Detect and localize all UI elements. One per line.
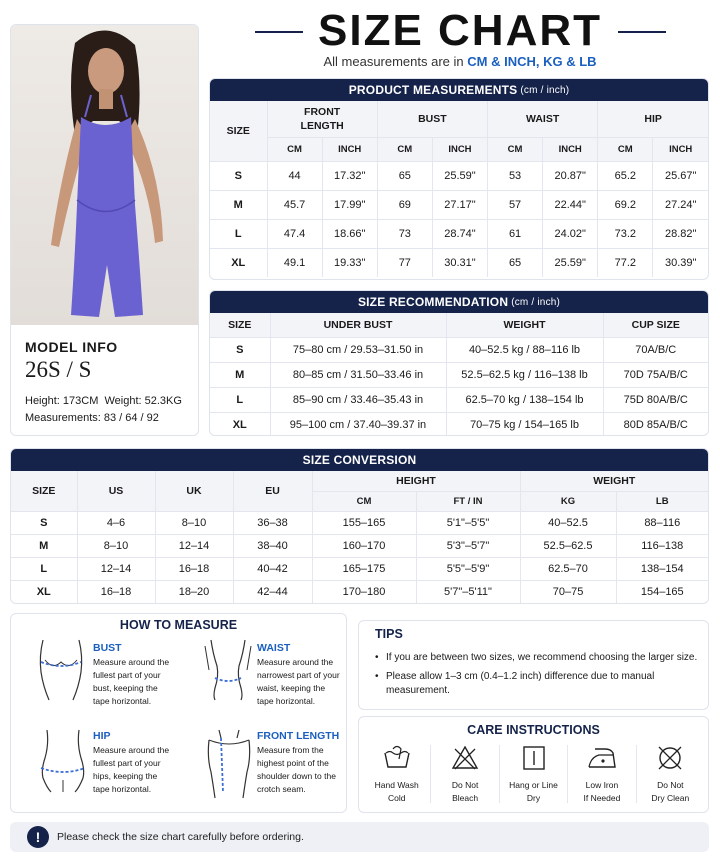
care-items — [363, 745, 704, 803]
size-conversion-grid — [11, 471, 708, 603]
table-cell: 36–38 — [233, 511, 312, 534]
table-cell: 17.32" — [322, 161, 377, 190]
table-cell: 49.1 — [267, 248, 322, 277]
table-row — [210, 190, 708, 219]
table-cell: 95–100 cm / 37.40–39.37 in — [270, 412, 446, 436]
table-cell: 5'1"–5'5" — [416, 511, 520, 534]
table-cell: 19.33" — [322, 248, 377, 277]
model-photo — [11, 25, 199, 325]
table-cell: 73 — [377, 219, 432, 248]
table-cell: 62.5–70 — [520, 557, 616, 580]
care-item-line2: Dry — [526, 793, 541, 803]
bust-label: BUST — [93, 642, 122, 654]
page-title: SIZE CHART — [318, 6, 602, 55]
table-cell: 170–180 — [312, 580, 416, 603]
model-size: 26S / S — [25, 357, 92, 382]
sr-header: CUP SIZE — [603, 313, 708, 337]
table-cell: XL — [210, 248, 267, 277]
subtitle-prefix: All measurements are in — [323, 54, 468, 69]
table-cell: 38–40 — [233, 534, 312, 557]
front-length-label: FRONT LENGTH — [257, 730, 340, 742]
sr-header: WEIGHT — [446, 313, 603, 337]
sc-sub-header: CM — [312, 491, 416, 511]
table-cell: 62.5–70 kg / 138–154 lb — [446, 387, 603, 412]
table-cell: 154–165 — [640, 585, 684, 598]
table-cell: M — [210, 362, 270, 387]
sc-group-header: WEIGHT — [520, 471, 708, 491]
sc-header: US — [77, 471, 155, 511]
table-cell: 65 — [488, 248, 543, 277]
care-item-line1: Do Not — [451, 780, 479, 790]
exclamation-icon: ! — [27, 826, 49, 848]
product-measurements-title — [210, 79, 708, 101]
care-item — [500, 745, 568, 803]
table-cell: 40–42 — [233, 557, 312, 580]
sc-group-header-row — [11, 471, 708, 491]
table-cell: 80–85 cm / 31.50–33.46 in — [270, 362, 446, 387]
sr-header: UNDER BUST — [270, 313, 446, 337]
table-cell: 4–6 — [77, 511, 155, 534]
table-cell: 165–175 — [312, 557, 416, 580]
table-cell: 12–14 — [155, 534, 233, 557]
table-cell: 5'5"–5'9" — [416, 557, 520, 580]
care-item — [363, 745, 431, 803]
care-item-line1: Hang or Line — [509, 780, 558, 790]
pm-sub-header: INCH — [543, 137, 598, 161]
table-cell: 27.17" — [432, 190, 487, 219]
title-rule-right — [618, 31, 666, 33]
table-cell: 47.4 — [267, 219, 322, 248]
table-cell: 25.67" — [653, 161, 708, 190]
hand-wash-icon — [383, 745, 411, 771]
table-row — [11, 557, 708, 580]
size-recommendation-title — [210, 291, 708, 313]
table-cell: L — [210, 219, 267, 248]
pm-sub-header: INCH — [432, 137, 487, 161]
table-cell: S — [210, 337, 270, 362]
table-cell: 53 — [488, 161, 543, 190]
pm-group-header: BUST — [377, 101, 487, 137]
care-title: CARE INSTRUCTIONS — [467, 723, 600, 737]
table-cell: 70A/B/C — [603, 337, 708, 362]
care-item-line2: Dry Clean — [651, 793, 690, 803]
face-shape — [88, 48, 124, 94]
table-cell: 42–44 — [233, 580, 312, 603]
care-item-line1: Low Iron — [585, 780, 619, 790]
sc-group-header: HEIGHT — [312, 471, 520, 491]
table-cell: 70D 75A/B/C — [603, 362, 708, 387]
how-to-measure-title: HOW TO MEASURE — [119, 618, 238, 632]
table-cell: 80D 85A/B/C — [623, 418, 688, 431]
sc-sub-header: LB — [616, 491, 708, 511]
table-cell: 30.31" — [432, 248, 487, 277]
waist-diagram-icon — [201, 636, 255, 702]
bullet-icon: • — [375, 671, 379, 682]
product-measurements-grid — [210, 101, 708, 277]
pm-group-header: FRONT LENGTH — [267, 101, 377, 137]
subtitle — [210, 54, 710, 69]
care-item-line2: If Needed — [583, 793, 621, 803]
tips-item-text: If you are between two sizes, we recommend choosing the larger size. — [386, 652, 698, 663]
pm-sub-header-row — [210, 137, 708, 161]
sc-sub-header: FT / IN — [416, 491, 520, 511]
pm-sub-header: CM — [488, 137, 543, 161]
how-to-measure-panel — [10, 613, 347, 813]
table-cell: 69.2 — [598, 190, 653, 219]
bust-diagram-icon — [33, 636, 89, 702]
table-cell: 75D 80A/B/C — [603, 387, 708, 412]
table-cell: 18–20 — [155, 580, 233, 603]
table-row — [210, 248, 708, 277]
table-cell: 22.44" — [543, 190, 598, 219]
table-row — [210, 337, 708, 362]
table-cell: S — [11, 511, 77, 534]
model-measurements: Measurements: 83 / 64 / 92 — [25, 412, 159, 424]
pm-sub-header: INCH — [653, 137, 708, 161]
footer-note-text: Please check the size chart carefully before ordering. — [57, 831, 304, 843]
model-info-heading: MODEL INFO — [25, 339, 118, 355]
size-recommendation-title-text: SIZE RECOMMENDATION — [357, 295, 509, 309]
table-cell: 138–154 — [616, 557, 708, 580]
table-cell: 69 — [377, 190, 432, 219]
table-cell: 77 — [377, 248, 432, 277]
hip-diagram-icon — [33, 728, 93, 794]
table-cell: XL — [11, 580, 77, 603]
pm-size-header: SIZE — [210, 101, 267, 161]
table-cell: XL — [210, 412, 270, 436]
model-card — [10, 24, 199, 436]
sr-header-row — [210, 313, 708, 337]
model-height-weight: Height: 173CM Weight: 52.3KG — [25, 395, 182, 407]
table-cell: 20.87" — [543, 161, 598, 190]
care-item-line1: Hand Wash — [374, 780, 419, 790]
table-cell: L — [210, 387, 270, 412]
table-row — [11, 534, 708, 557]
table-cell: 52.5–62.5 kg / 116–138 lb — [446, 362, 603, 387]
sc-header: SIZE — [11, 471, 77, 511]
table-cell: 8–10 — [155, 511, 233, 534]
hip-label: HIP — [93, 730, 111, 742]
care-item — [431, 745, 499, 803]
size-recommendation-grid — [210, 313, 708, 436]
table-cell: 44 — [267, 161, 322, 190]
size-conversion-table — [10, 448, 709, 604]
table-cell: 75–80 cm / 29.53–31.50 in — [270, 337, 446, 362]
table-row — [210, 387, 708, 412]
table-row — [11, 511, 708, 534]
sc-header: UK — [155, 471, 233, 511]
table-cell: 73.2 — [598, 219, 653, 248]
tips-title: TIPS — [375, 627, 403, 641]
pm-sub-header: CM — [267, 137, 322, 161]
table-cell: M — [210, 190, 267, 219]
bodysuit-shape — [71, 117, 143, 317]
product-measurements-table — [209, 78, 709, 280]
table-cell: 40–52.5 kg / 88–116 lb — [446, 337, 603, 362]
table-cell: 12–14 — [77, 557, 155, 580]
table-cell: S — [210, 161, 267, 190]
size-conversion-title: SIZE CONVERSION — [11, 449, 708, 471]
table-cell: 52.5–62.5 — [520, 534, 616, 557]
sr-header: SIZE — [210, 313, 270, 337]
table-cell: 8–10 — [77, 534, 155, 557]
tips-item — [375, 670, 700, 698]
product-measurements-unit: (cm / inch) — [520, 84, 570, 96]
pm-sub-header: CM — [598, 137, 653, 161]
waist-label: WAIST — [257, 642, 291, 654]
pm-sub-header: INCH — [322, 137, 377, 161]
table-row — [11, 580, 708, 603]
table-row — [210, 219, 708, 248]
bullet-icon: • — [375, 652, 379, 663]
table-cell: 70–75 — [520, 580, 616, 603]
tips-panel — [358, 620, 709, 710]
product-measurements-title-text: PRODUCT MEASUREMENTS — [348, 83, 518, 97]
table-cell: 160–170 — [312, 534, 416, 557]
table-cell: 88–116 — [616, 511, 708, 534]
sc-header: EU — [233, 471, 312, 511]
pm-sub-header: CM — [377, 137, 432, 161]
hip-text: Measure around the fullest part of your hips, keeping the tape horizontal. — [93, 745, 170, 794]
table-cell: 85–90 cm / 33.46–35.43 in — [270, 387, 446, 412]
care-item-line2: Cold — [387, 793, 406, 803]
table-row — [210, 362, 708, 387]
table-cell: 5'3"–5'7" — [416, 534, 520, 557]
table-cell: 25.59" — [432, 161, 487, 190]
header — [210, 6, 710, 72]
hang-dry-icon — [520, 745, 548, 771]
table-cell: 27.24" — [653, 190, 708, 219]
table-cell: 30.39" — [664, 256, 697, 269]
table-cell: 28.74" — [432, 219, 487, 248]
table-cell: 5'7"–5'11" — [416, 580, 520, 603]
table-cell: 28.82" — [653, 219, 708, 248]
care-instructions-panel — [358, 716, 709, 813]
table-cell: 116–138 — [616, 534, 708, 557]
table-row — [210, 161, 708, 190]
waist-text: Measure around the narrowest part of your waist, keeping the tape horizontal. — [257, 657, 340, 706]
neck-shape — [99, 89, 113, 109]
table-cell: 24.02" — [543, 219, 598, 248]
table-cell: 155–165 — [312, 511, 416, 534]
table-cell: 77.2 — [598, 248, 653, 277]
tips-item-text: Please allow 1–3 cm (0.4–1.2 inch) difference due to manual measurement. — [386, 671, 655, 696]
subtitle-units: CM & INCH, KG & LB — [467, 54, 597, 69]
table-cell: 45.7 — [267, 190, 322, 219]
model-figure-illustration — [11, 25, 199, 325]
table-cell: 40–52.5 — [520, 511, 616, 534]
table-cell: 17.99" — [322, 190, 377, 219]
size-recommendation-unit: (cm / inch) — [511, 296, 561, 308]
table-cell: 65.2 — [598, 161, 653, 190]
table-cell: 57 — [488, 190, 543, 219]
table-cell: 65 — [377, 161, 432, 190]
table-cell: 16–18 — [155, 557, 233, 580]
care-item — [568, 745, 636, 803]
tips-item — [375, 651, 700, 665]
footer-note — [10, 822, 709, 852]
do-not-dry-clean-icon — [656, 745, 684, 771]
pm-group-header: HIP — [598, 101, 708, 137]
bust-text: Measure around the fullest part of your bust, keeping the tape horizontal. — [93, 657, 170, 706]
care-item-line2: Bleach — [452, 793, 479, 803]
care-item-line1: Do Not — [657, 780, 684, 790]
table-cell: M — [11, 534, 77, 557]
table-row — [210, 412, 708, 436]
front-length-text: Measure from the highest point of the shoulder down to the crotch seam. — [257, 745, 336, 794]
table-cell: L — [11, 557, 77, 580]
low-iron-icon — [587, 745, 617, 771]
table-cell: 70–75 kg / 154–165 lb — [446, 412, 603, 436]
table-cell: 25.59" — [543, 248, 598, 277]
pm-group-header: WAIST — [488, 101, 598, 137]
pm-group-header-row — [210, 101, 708, 137]
front-length-diagram-icon — [201, 728, 257, 800]
table-cell: 18.66" — [322, 219, 377, 248]
do-not-bleach-icon — [451, 745, 479, 771]
sc-sub-header: KG — [520, 491, 616, 511]
care-item — [637, 745, 704, 803]
table-cell: 61 — [488, 219, 543, 248]
size-recommendation-table — [209, 290, 709, 436]
table-cell: 16–18 — [77, 580, 155, 603]
